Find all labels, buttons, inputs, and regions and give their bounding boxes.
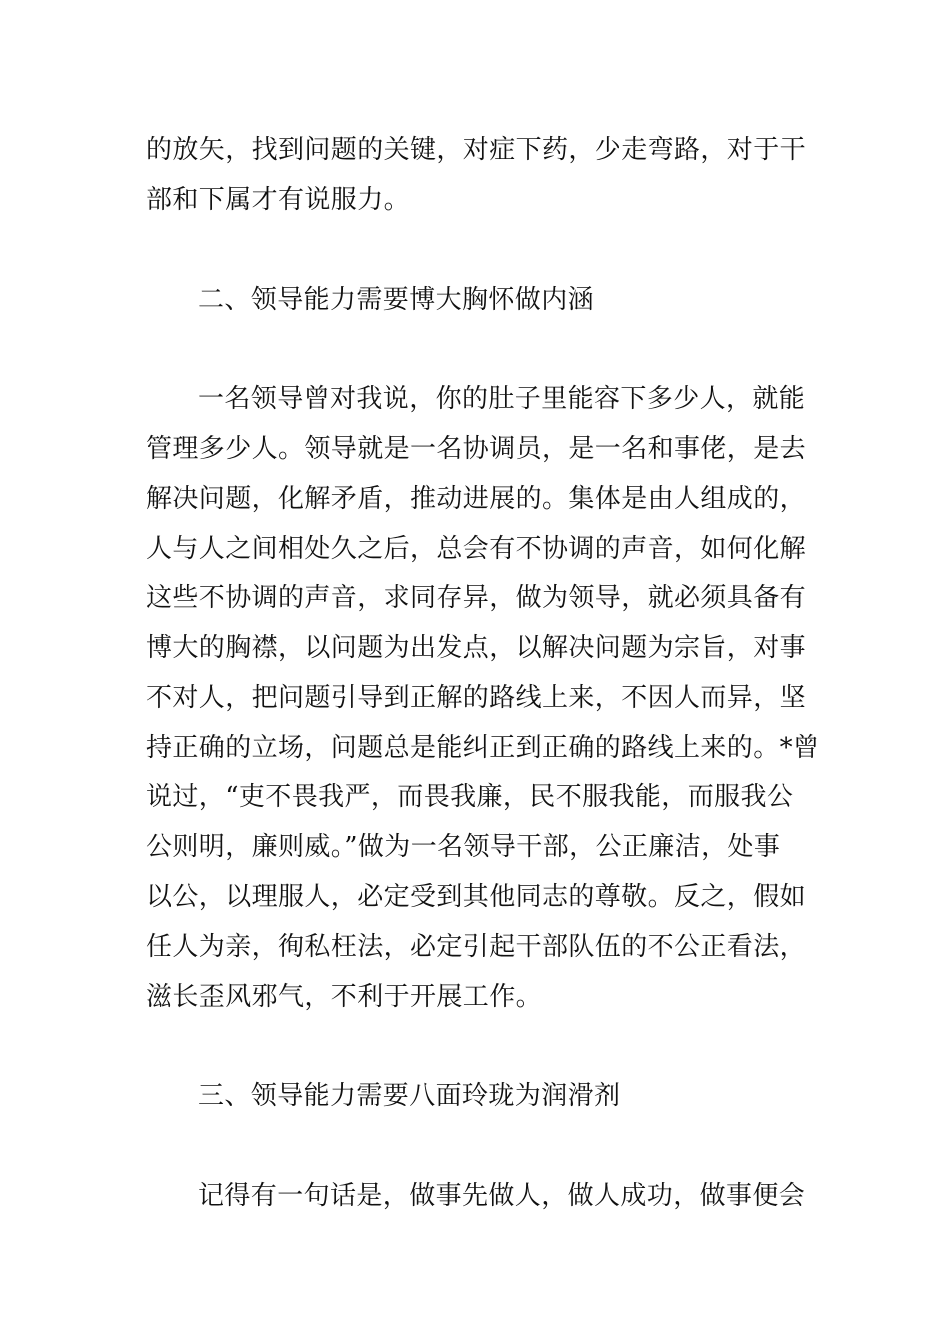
paragraph-line: 解决问题，化解矛盾，推动进展的。集体是由人组成的， (146, 484, 807, 514)
paragraph-line: 的放矢，找到问题的关键，对症下药，少走弯路，对于干 (146, 135, 807, 165)
paragraph-line: 管理多少人。领导就是一名协调员，是一名和事佬，是去 (146, 434, 807, 464)
paragraph-line: 这些不协调的声音，求同存异，做为领导，就必须具备有 (146, 583, 807, 613)
paragraph-line: 持正确的立场，问题总是能纠正到正确的路线上来的。*曾 (146, 733, 820, 763)
paragraph-line: 说过，“吏不畏我严，而畏我廉，民不服我能，而服我公 (146, 782, 794, 812)
paragraph-line: 记得有一句话是，做事先做人，做人成功，做事便会 (198, 1181, 806, 1211)
paragraph-line: 博大的胸襟，以问题为出发点，以解决问题为宗旨，对事 (146, 633, 807, 663)
paragraph-line: 任人为亲，徇私枉法，必定引起干部队伍的不公正看法， (146, 932, 807, 962)
section-heading-3: 三、领导能力需要八面玲珑为润滑剂 (198, 1081, 621, 1111)
paragraph-line: 滋长歪风邪气，不利于开展工作。 (146, 982, 543, 1012)
paragraph-line: 部和下属才有说服力。 (146, 185, 411, 215)
paragraph-line: 人与人之间相处久之后，总会有不协调的声音，如何化解 (146, 534, 807, 564)
section-heading-2: 二、领导能力需要博大胸怀做内涵 (198, 285, 595, 315)
paragraph-line: 一名领导曾对我说，你的肚子里能容下多少人，就能 (198, 384, 806, 414)
paragraph-line: 以公，以理服人，必定受到其他同志的尊敬。反之，假如 (146, 882, 807, 912)
paragraph-line: 公则明，廉则威。”做为一名领导干部，公正廉洁，处事 (146, 832, 781, 862)
paragraph-line: 不对人，把问题引导到正解的路线上来，不因人而异，坚 (146, 683, 807, 713)
